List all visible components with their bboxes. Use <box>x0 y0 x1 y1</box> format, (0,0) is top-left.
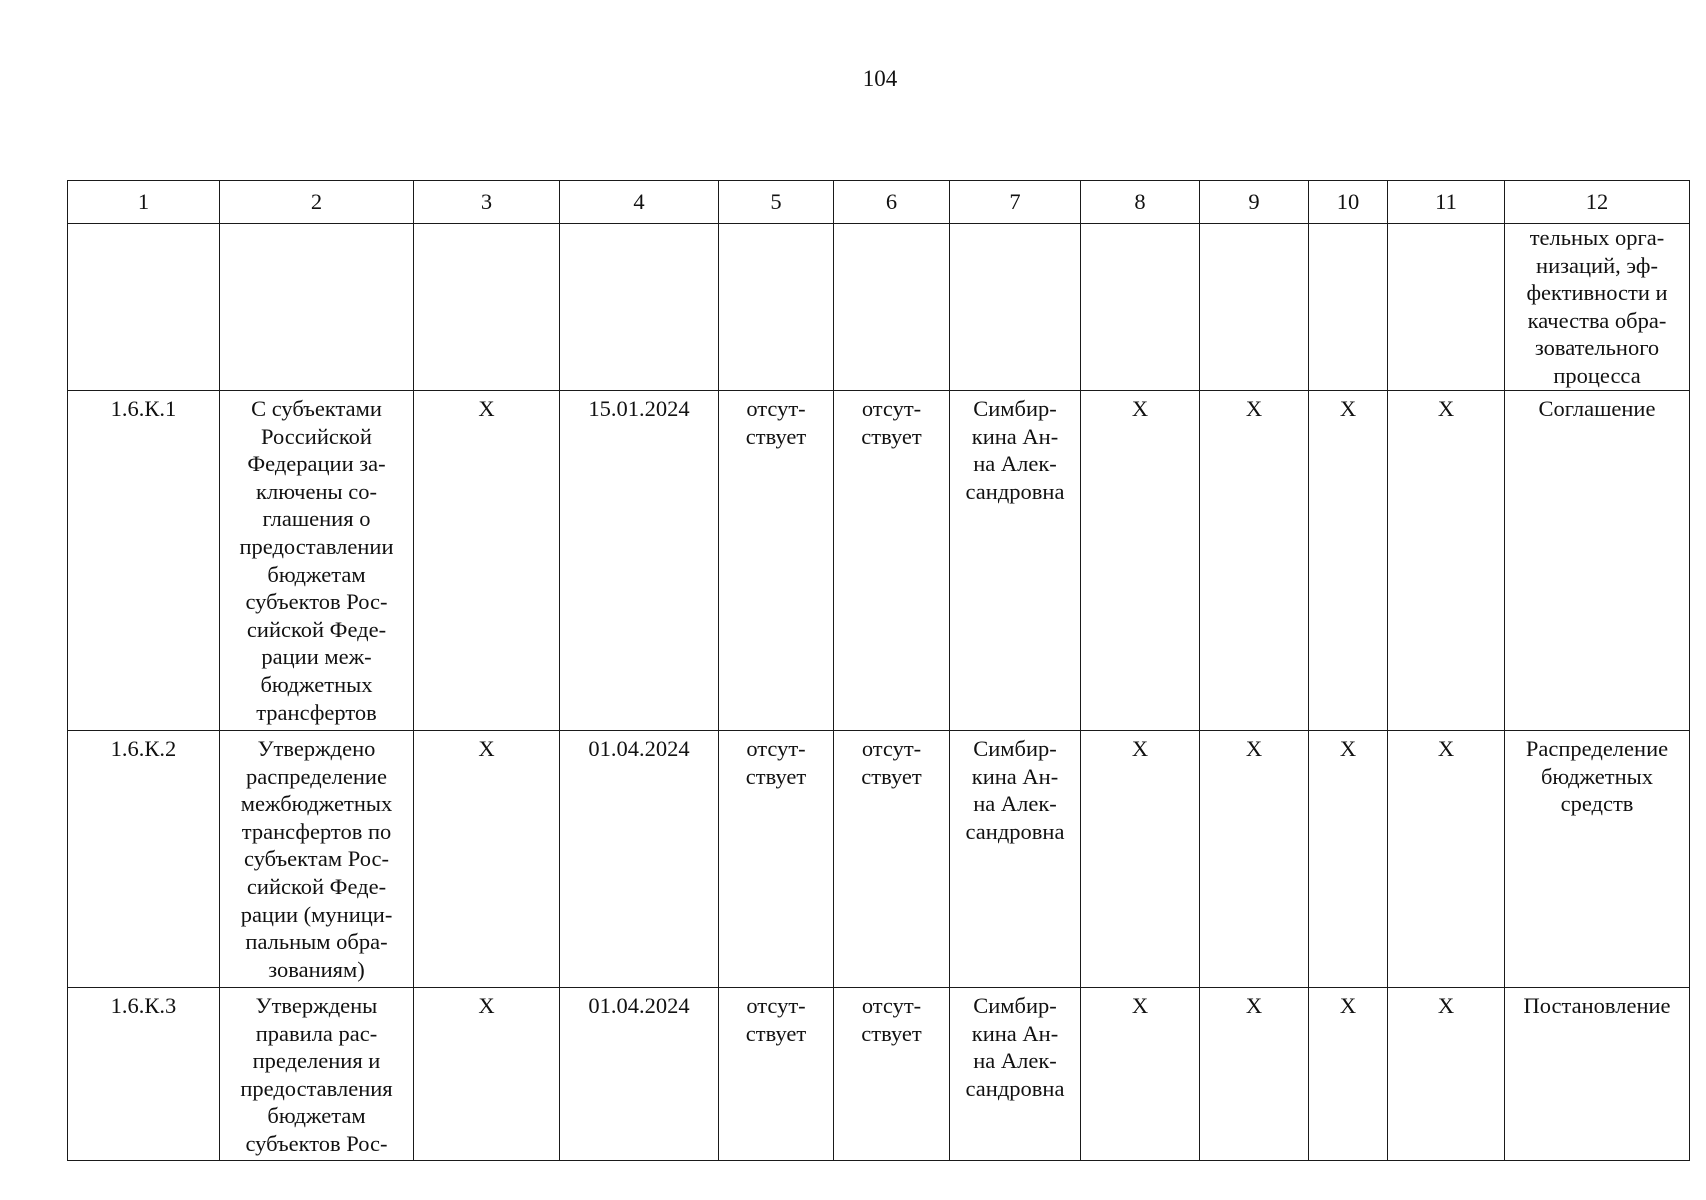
header-col-12: 12 <box>1505 181 1690 224</box>
cont-cell-2 <box>220 224 414 391</box>
cont-text-line: фективности и <box>1526 280 1668 306</box>
responsible-line: на Алек- <box>973 791 1057 817</box>
row-result <box>1505 391 1690 731</box>
header-col-7: 7 <box>950 181 1081 224</box>
description-line: распределение <box>246 763 387 789</box>
col5-value <box>719 731 834 988</box>
row-description <box>220 391 414 731</box>
page-number: 104 <box>862 66 898 91</box>
col8-mark: Х <box>1081 731 1200 988</box>
description-line: субъектам Рос- <box>244 846 389 872</box>
col5-line: отсут- <box>746 396 806 421</box>
responsible-line: Симбир- <box>973 396 1057 421</box>
table-row <box>68 731 1690 988</box>
description-line: бюджетам <box>267 1103 366 1129</box>
responsible-line: сандровна <box>965 818 1065 844</box>
responsible-line: сандровна <box>965 1075 1065 1101</box>
description-line: зованиям) <box>268 956 365 982</box>
description-line: предоставления <box>240 1075 393 1101</box>
col5-line: отсут- <box>746 993 806 1018</box>
description-line: субъектов Рос- <box>245 1130 388 1156</box>
row-date: 15.01.2024 <box>560 391 719 731</box>
cont-text-line: тельных орга- <box>1529 225 1665 250</box>
col6-line: отсут- <box>861 736 922 761</box>
col11-mark: Х <box>1388 988 1505 1161</box>
responsible-line: сандровна <box>965 478 1065 504</box>
description-line: пальным обра- <box>245 929 388 955</box>
header-col-2: 2 <box>220 181 414 224</box>
header-col-4: 4 <box>560 181 719 224</box>
description-line: трансфертов <box>256 699 377 725</box>
description-line: ключены со- <box>256 478 377 504</box>
col10-mark: Х <box>1309 731 1388 988</box>
row-id: 1.6.К.3 <box>68 988 220 1161</box>
col5-line: ствует <box>745 423 807 449</box>
cont-cell-6 <box>834 224 950 391</box>
description-line: С субъектами <box>251 396 382 421</box>
col6-line: ствует <box>861 1020 922 1046</box>
col11-mark: Х <box>1388 391 1505 731</box>
header-row <box>68 181 1690 224</box>
responsible-person <box>950 988 1081 1161</box>
cont-text-line: процесса <box>1553 362 1641 388</box>
col6-value <box>834 731 950 988</box>
description-line: предоставлении <box>239 533 394 559</box>
responsible-line: кина Ан- <box>971 423 1059 449</box>
cont-cell-11 <box>1388 224 1505 391</box>
cont-text-line: зовательного <box>1534 335 1660 361</box>
row-description <box>220 988 414 1161</box>
col8-mark: Х <box>1081 391 1200 731</box>
col5-line: отсут- <box>746 736 806 761</box>
description-line: глашения о <box>262 506 371 532</box>
header-col-8: 8 <box>1081 181 1200 224</box>
description-line: рации (муници- <box>240 901 393 927</box>
cont-text-line: качества обра- <box>1527 307 1667 333</box>
document-table <box>67 180 1690 1161</box>
description-line: сийской Феде- <box>246 616 387 642</box>
continuation-row <box>68 224 1690 391</box>
col10-mark: Х <box>1309 988 1388 1161</box>
table-row <box>68 391 1690 731</box>
col9-mark: Х <box>1200 731 1309 988</box>
col5-line: ствует <box>745 763 807 789</box>
description-line: рации меж- <box>261 644 372 670</box>
col11-mark: Х <box>1388 731 1505 988</box>
cont-cell-5 <box>719 224 834 391</box>
cont-cell-3 <box>414 224 560 391</box>
col3-mark: Х <box>414 731 560 988</box>
col10-mark: Х <box>1309 391 1388 731</box>
description-line: бюджетных <box>260 671 373 697</box>
header-col-9: 9 <box>1200 181 1309 224</box>
responsible-person <box>950 391 1081 731</box>
header-col-1: 1 <box>68 181 220 224</box>
description-line: бюджетам <box>267 561 366 587</box>
col6-value <box>834 391 950 731</box>
row-date: 01.04.2024 <box>560 731 719 988</box>
col3-mark: Х <box>414 391 560 731</box>
col8-mark: Х <box>1081 988 1200 1161</box>
description-line: Российской <box>261 423 372 449</box>
description-line: правила рас- <box>255 1020 378 1046</box>
result-line: Распределение <box>1525 736 1669 761</box>
col5-value <box>719 391 834 731</box>
description-line: субъектов Рос- <box>245 589 388 615</box>
responsible-line: на Алек- <box>973 451 1057 477</box>
row-date: 01.04.2024 <box>560 988 719 1161</box>
cont-cell-10 <box>1309 224 1388 391</box>
col6-value <box>834 988 950 1161</box>
description-line: межбюджетных <box>240 791 393 817</box>
responsible-line: Симбир- <box>973 736 1057 761</box>
responsible-line: кина Ан- <box>971 1020 1059 1046</box>
description-line: Утверждены <box>255 993 378 1018</box>
header-col-5: 5 <box>719 181 834 224</box>
description-line: Федерации за- <box>247 451 386 477</box>
col9-mark: Х <box>1200 988 1309 1161</box>
cont-cell-7 <box>950 224 1081 391</box>
col5-value <box>719 988 834 1161</box>
row-id: 1.6.К.1 <box>68 391 220 731</box>
header-col-6: 6 <box>834 181 950 224</box>
row-result <box>1505 988 1690 1161</box>
col5-line: ствует <box>745 1020 807 1046</box>
result-line: средств <box>1560 791 1634 817</box>
responsible-line: на Алек- <box>973 1048 1057 1074</box>
col6-line: отсут- <box>861 993 922 1018</box>
row-result <box>1505 731 1690 988</box>
col6-line: ствует <box>861 763 922 789</box>
header-col-3: 3 <box>414 181 560 224</box>
description-line: Утверждено <box>257 736 376 761</box>
cont-cell-12 <box>1505 224 1690 391</box>
cont-cell-8 <box>1081 224 1200 391</box>
row-description <box>220 731 414 988</box>
description-line: сийской Феде- <box>246 873 387 899</box>
responsible-person <box>950 731 1081 988</box>
col6-line: ствует <box>861 423 922 449</box>
col9-mark: Х <box>1200 391 1309 731</box>
cont-text-line: низаций, эф- <box>1536 252 1658 278</box>
responsible-line: Симбир- <box>973 993 1057 1018</box>
col6-line: отсут- <box>861 396 922 421</box>
col3-mark: Х <box>414 988 560 1161</box>
header-col-10: 10 <box>1309 181 1388 224</box>
description-line: пределения и <box>252 1048 381 1074</box>
description-line: трансфертов по <box>241 818 392 844</box>
result-line: Постановление <box>1523 993 1671 1018</box>
table-row <box>68 988 1690 1161</box>
result-line: Соглашение <box>1538 396 1656 421</box>
cont-cell-9 <box>1200 224 1309 391</box>
responsible-line: кина Ан- <box>971 763 1059 789</box>
row-id: 1.6.К.2 <box>68 731 220 988</box>
cont-cell-1 <box>68 224 220 391</box>
header-col-11: 11 <box>1388 181 1505 224</box>
cont-cell-4 <box>560 224 719 391</box>
result-line: бюджетных <box>1540 763 1654 789</box>
